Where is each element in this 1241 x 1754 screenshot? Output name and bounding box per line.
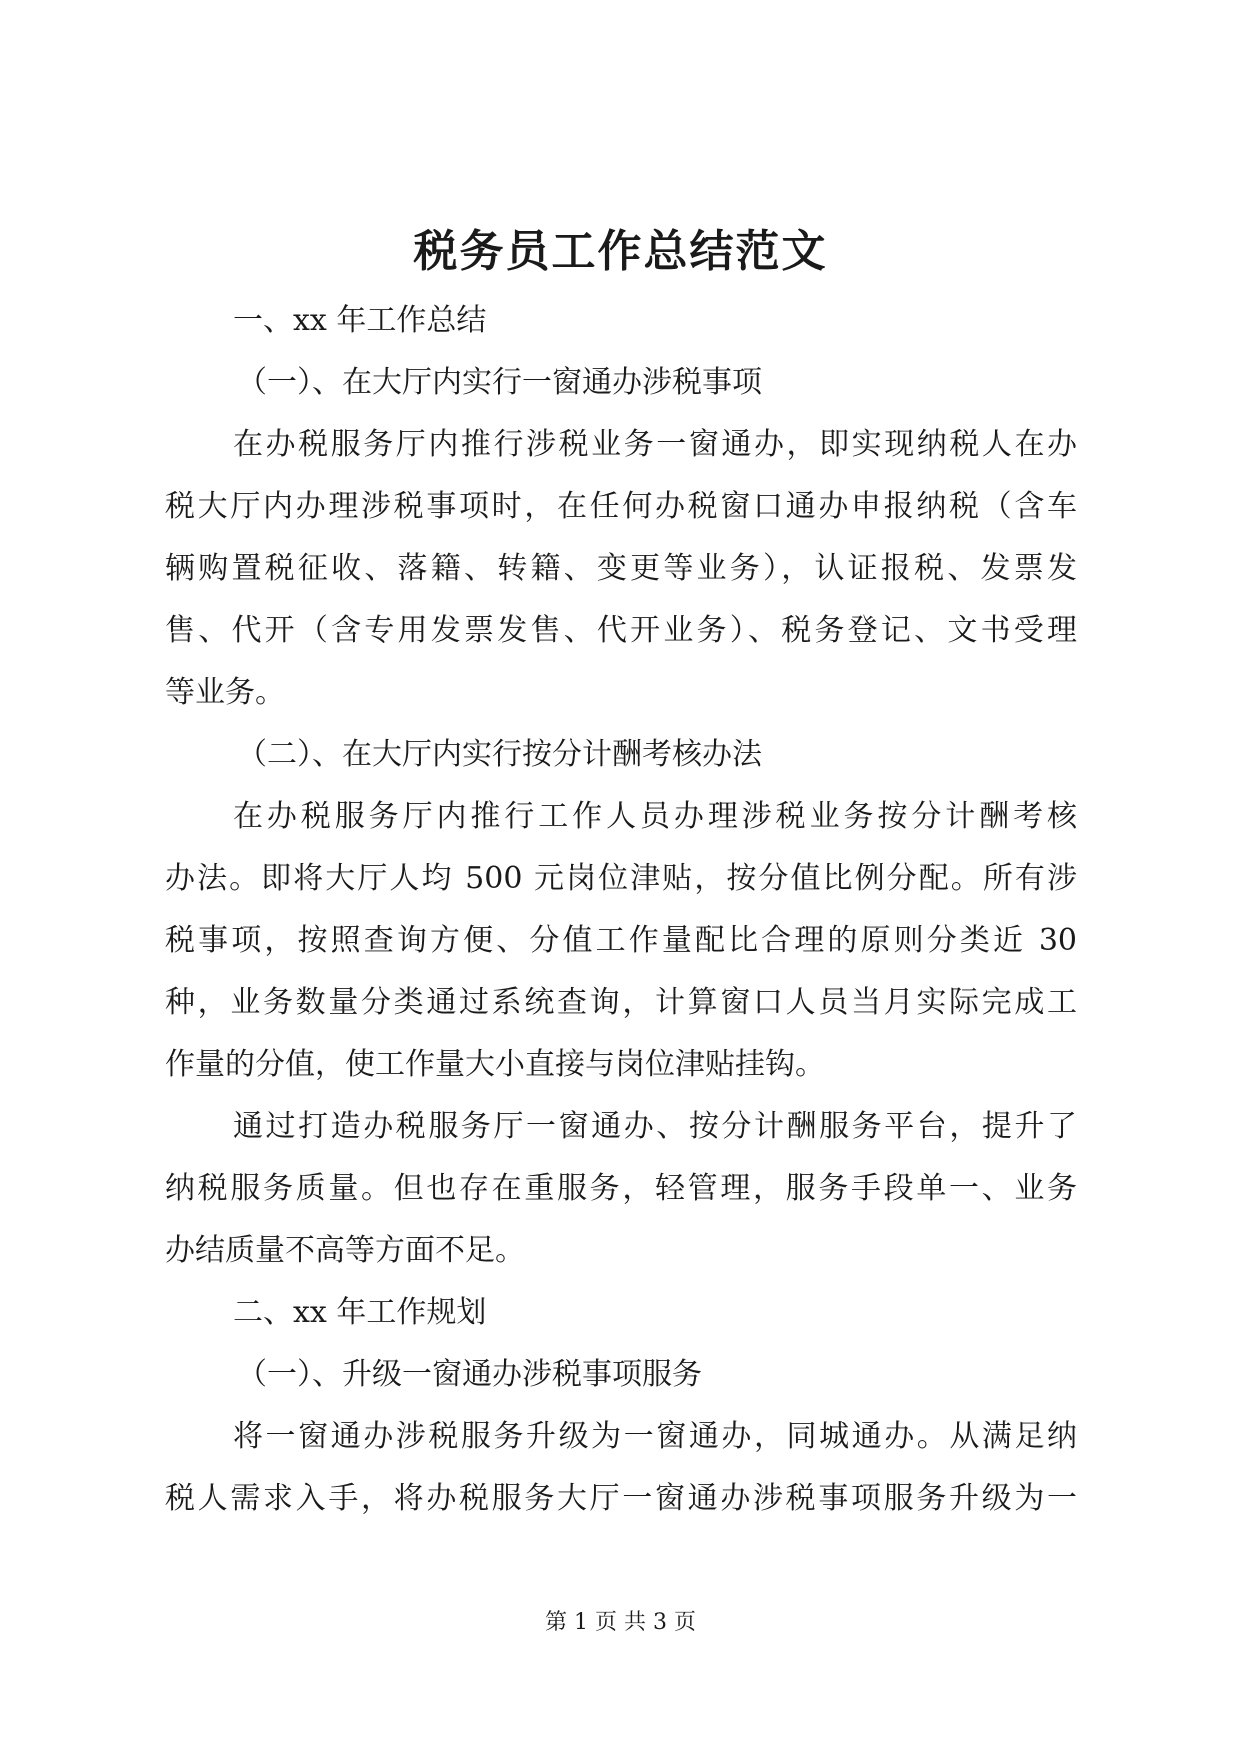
- paragraph-line: 种，业务数量分类通过系统查询，计算窗口人员当月实际完成工: [165, 985, 1077, 1020]
- paragraph-line: 纳税服务质量。但也存在重服务，轻管理，服务手段单一、业务: [165, 1171, 1077, 1206]
- paragraph-line: 办结质量不高等方面不足。: [165, 1233, 525, 1268]
- subsection-heading: （二）、在大厅内实行按分计酬考核办法: [237, 737, 762, 772]
- paragraph-line: 办法。即将大厅人均 500 元岗位津贴，按分值比例分配。所有涉: [165, 861, 1077, 896]
- paragraph-line: 通过打造办税服务厅一窗通办、按分计酬服务平台，提升了: [233, 1109, 1077, 1144]
- paragraph-line: 辆购置税征收、落籍、转籍、变更等业务），认证报税、发票发: [165, 551, 1077, 586]
- document-title: 税务员工作总结范文: [413, 226, 828, 277]
- subsection-heading: （一）、升级一窗通办涉税事项服务: [237, 1357, 702, 1392]
- paragraph-line: 税大厅内办理涉税事项时，在任何办税窗口通办申报纳税（含车: [165, 489, 1077, 524]
- page-footer: 第 1 页 共 3 页: [545, 1610, 696, 1635]
- paragraph-line: 作量的分值，使工作量大小直接与岗位津贴挂钩。: [165, 1047, 825, 1082]
- paragraph-line: 在办税服务厅内推行工作人员办理涉税业务按分计酬考核: [233, 799, 1077, 834]
- paragraph-line: 税事项，按照查询方便、分值工作量配比合理的原则分类近 30: [165, 923, 1077, 958]
- paragraph-line: 税人需求入手，将办税服务大厅一窗通办涉税事项服务升级为一: [165, 1481, 1077, 1516]
- paragraph-line: 等业务。: [165, 675, 285, 710]
- section-heading: 一、xx 年工作总结: [233, 303, 487, 338]
- paragraph-line: 在办税服务厅内推行涉税业务一窗通办，即实现纳税人在办: [233, 427, 1077, 462]
- paragraph-line: 将一窗通办涉税服务升级为一窗通办，同城通办。从满足纳: [233, 1419, 1077, 1454]
- document-body: [165, 290, 1077, 1530]
- paragraph-line: 售、代开（含专用发票发售、代开业务）、税务登记、文书受理: [165, 613, 1077, 648]
- section-heading: 二、xx 年工作规划: [233, 1295, 487, 1330]
- subsection-heading: （一）、在大厅内实行一窗通办涉税事项: [237, 365, 762, 400]
